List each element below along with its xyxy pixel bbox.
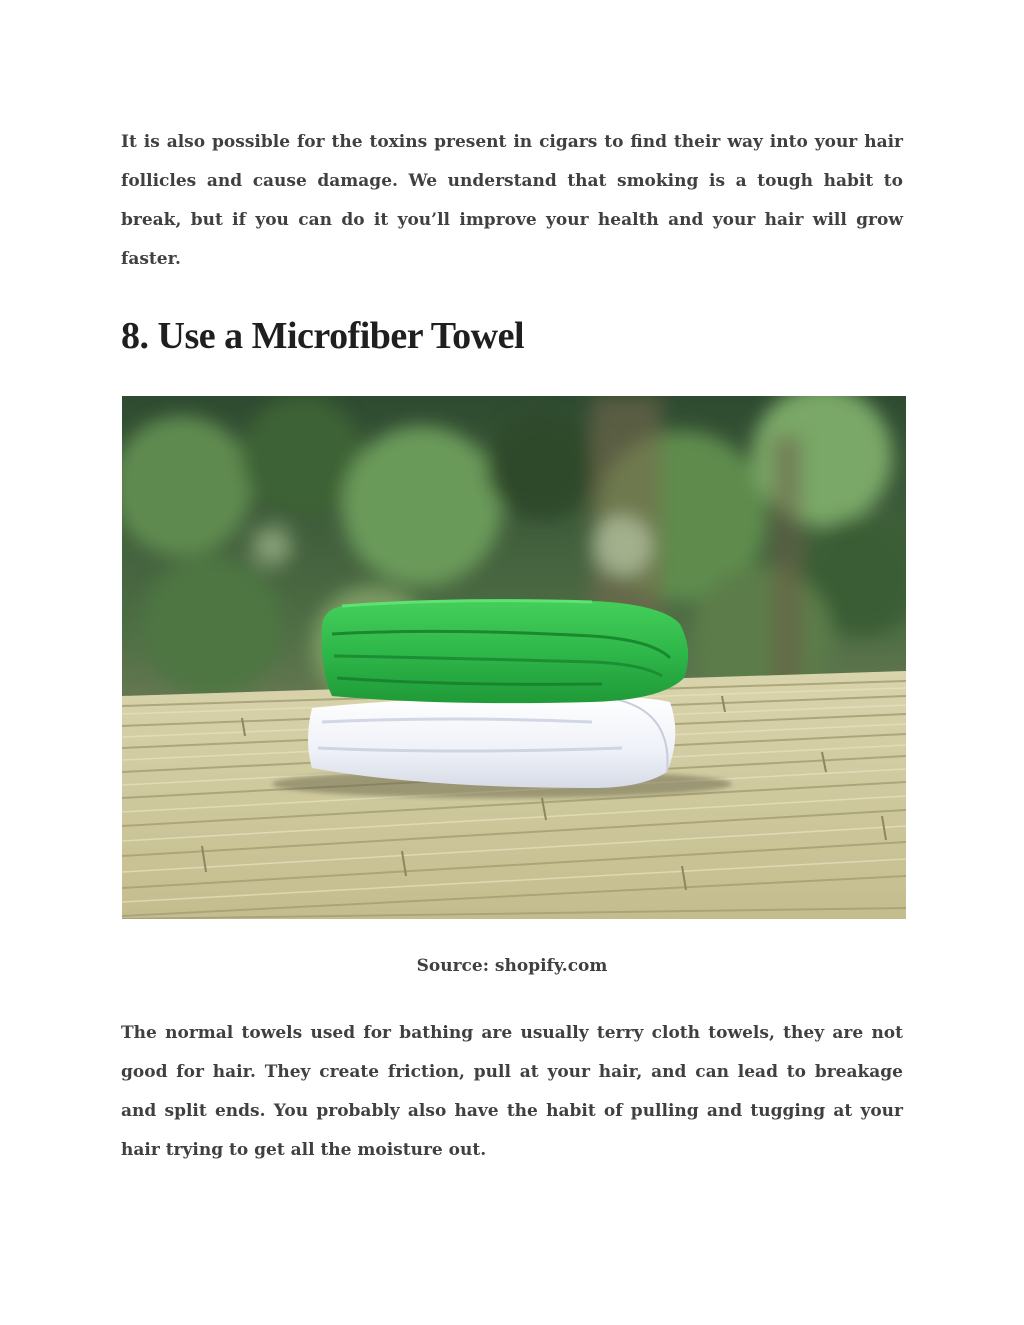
towel-photo (122, 396, 906, 919)
green-towel (322, 599, 688, 703)
image-caption: Source: shopify.com (416, 956, 608, 976)
section-heading: 8. Use a Microfiber Towel (121, 315, 524, 357)
white-towel (308, 696, 675, 788)
paragraph-smoking: It is also possible for the toxins present in cigars to find their way into your hair follicles and cause damage. We understand that smoking is a tough habit to break, but if you can do it you’ll improve your health and your hair will grow faster. (121, 132, 903, 269)
paragraph-towels: The normal towels used for bathing are usually terry cloth towels, they are not good for hair. They create friction, pull at your hair, and can lead to breakage and split ends. You probably also have the habit of pulling and tugging at your hair trying to get all the moisture out. (121, 1023, 903, 1160)
